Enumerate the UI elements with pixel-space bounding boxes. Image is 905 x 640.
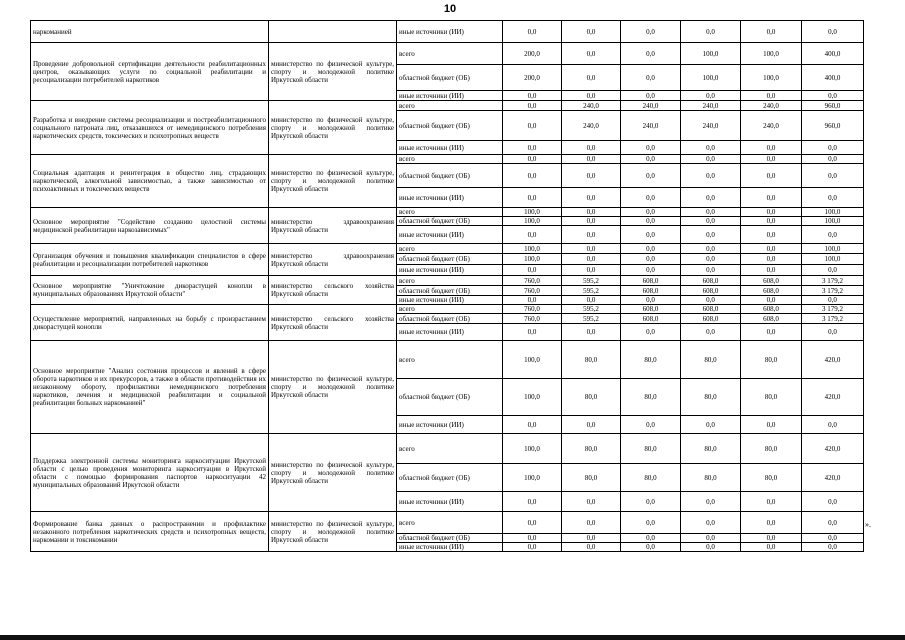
funding-source: иные источники (ИИ) [397,416,503,434]
amount-cell: 0,0 [741,416,802,434]
amount-cell: 0,0 [503,101,562,111]
amount-cell: 0,0 [741,492,802,512]
funding-source: иные источники (ИИ) [397,324,503,341]
amount-cell: 0,0 [681,155,741,164]
amount-cell: 608,0 [621,276,681,286]
amount-cell: 0,0 [621,141,681,155]
amount-cell: 0,0 [562,164,621,188]
amount-cell: 595,2 [562,314,621,324]
total-amount: 3 179,2 [802,314,864,324]
amount-cell: 0,0 [562,244,621,254]
amount-cell: 0,0 [562,512,621,534]
amount-cell: 100,0 [503,217,562,226]
responsible-executor: министерство по физической культуре, спорту и молодежной политике Иркутской области [269,101,397,155]
amount-cell: 80,0 [741,341,802,379]
amount-cell: 0,0 [562,188,621,208]
amount-cell: 80,0 [621,464,681,492]
amount-cell: 100,0 [681,43,741,65]
activity-name: наркоманией [31,21,269,43]
total-amount: 400,0 [802,43,864,65]
funding-source: всего [397,208,503,217]
amount-cell: 0,0 [621,324,681,341]
amount-cell: 0,0 [621,254,681,265]
amount-cell: 80,0 [741,464,802,492]
amount-cell: 0,0 [681,254,741,265]
amount-cell: 0,0 [621,244,681,254]
funding-source: всего [397,276,503,286]
page-number: 10 [443,3,457,15]
amount-cell: 0,0 [621,512,681,534]
amount-cell: 0,0 [681,324,741,341]
amount-cell: 0,0 [562,254,621,265]
amount-cell: 0,0 [681,244,741,254]
funding-source: иные источники (ИИ) [397,492,503,512]
amount-cell: 0,0 [741,208,802,217]
amount-cell: 760,0 [503,276,562,286]
amount-cell: 100,0 [503,244,562,254]
amount-cell: 0,0 [741,155,802,164]
amount-cell: 0,0 [621,208,681,217]
amount-cell: 80,0 [562,379,621,416]
total-amount: 0,0 [802,512,864,534]
responsible-executor: министерство здравоохранения Иркутской области [269,244,397,276]
amount-cell: 608,0 [741,314,802,324]
total-amount: 420,0 [802,464,864,492]
amount-cell: 240,0 [741,111,802,141]
amount-cell: 0,0 [562,21,621,43]
amount-cell: 0,0 [681,296,741,305]
amount-cell: 0,0 [621,492,681,512]
amount-cell: 760,0 [503,286,562,296]
total-amount: 0,0 [802,543,864,552]
total-amount: 3 179,2 [802,286,864,296]
funding-source: областной бюджет (ОБ) [397,217,503,226]
amount-cell: 0,0 [562,226,621,244]
funding-source: областной бюджет (ОБ) [397,111,503,141]
amount-cell: 0,0 [503,141,562,155]
amount-cell: 608,0 [621,286,681,296]
amount-cell: 0,0 [621,226,681,244]
total-amount: 0,0 [802,164,864,188]
funding-row [31,101,864,111]
amount-cell: 0,0 [741,244,802,254]
amount-cell: 0,0 [741,296,802,305]
amount-cell: 0,0 [621,265,681,276]
amount-cell: 0,0 [503,91,562,101]
amount-cell: 240,0 [681,111,741,141]
amount-cell: 0,0 [562,91,621,101]
amount-cell: 0,0 [741,543,802,552]
amount-cell: 100,0 [503,379,562,416]
responsible-executor: министерство по физической культуре, спорту и молодежной политике Иркутской области [269,434,397,512]
amount-cell: 0,0 [681,543,741,552]
amount-cell: 240,0 [562,111,621,141]
amount-cell: 0,0 [741,217,802,226]
amount-cell: 80,0 [562,341,621,379]
amount-cell: 0,0 [741,188,802,208]
amount-cell: 608,0 [681,276,741,286]
amount-cell: 0,0 [503,21,562,43]
activity-name: Осуществление мероприятий, направленных на борьбу с произрастанием дикорастущей конопли [31,305,269,341]
funding-source: всего [397,434,503,464]
funding-row [31,155,864,164]
total-amount: 960,0 [802,101,864,111]
activity-name: Поддержка электронной системы мониторинга наркоситуации Иркутской области с целью проведения мониторинга наркоситуации в Иркутской области с помощью формирования паспортов наркоситуации 42 муниципальных образований Иркутской области [31,434,269,512]
total-amount: 420,0 [802,379,864,416]
closing-quote-mark: ». [865,520,871,529]
amount-cell: 760,0 [503,305,562,314]
amount-cell: 0,0 [503,324,562,341]
amount-cell: 100,0 [681,65,741,91]
amount-cell: 80,0 [681,341,741,379]
amount-cell: 0,0 [503,296,562,305]
activity-name: Социальная адаптация и реинтеграция в общество лиц, страдающих наркотической, алкогольной зависимостью, а также зависимостью от психоактивных и токсических веществ [31,155,269,208]
activity-name: Организация обучения и повышения квалификации специалистов в сфере реабилитации и ресоциализации потребителей наркотиков [31,244,269,276]
amount-cell: 608,0 [621,305,681,314]
amount-cell: 80,0 [562,434,621,464]
amount-cell: 0,0 [621,164,681,188]
responsible-executor: министерство по физической культуре, спорту и молодежной политике Иркутской области [269,341,397,434]
amount-cell: 0,0 [621,188,681,208]
total-amount: 3 179,2 [802,276,864,286]
funding-row [31,341,864,379]
funding-source: иные источники (ИИ) [397,543,503,552]
amount-cell: 200,0 [503,43,562,65]
total-amount: 0,0 [802,21,864,43]
responsible-executor: министерство здравоохранения Иркутской области [269,208,397,244]
amount-cell: 0,0 [562,141,621,155]
amount-cell: 608,0 [741,276,802,286]
amount-cell: 0,0 [681,265,741,276]
amount-cell: 80,0 [621,379,681,416]
amount-cell: 0,0 [503,111,562,141]
funding-source: иные источники (ИИ) [397,265,503,276]
funding-source: иные источники (ИИ) [397,141,503,155]
amount-cell: 608,0 [681,314,741,324]
total-amount: 0,0 [802,324,864,341]
amount-cell: 0,0 [562,543,621,552]
amount-cell: 0,0 [741,91,802,101]
total-amount: 0,0 [802,91,864,101]
funding-source: иные источники (ИИ) [397,21,503,43]
amount-cell: 0,0 [503,534,562,543]
amount-cell: 0,0 [562,43,621,65]
budget-table [30,20,864,552]
amount-cell: 100,0 [503,464,562,492]
total-amount: 0,0 [802,226,864,244]
amount-cell: 80,0 [741,379,802,416]
amount-cell: 0,0 [681,141,741,155]
total-amount: 100,0 [802,217,864,226]
scan-bottom-edge [0,635,905,640]
amount-cell: 0,0 [562,65,621,91]
amount-cell: 80,0 [621,434,681,464]
amount-cell: 0,0 [621,43,681,65]
amount-cell: 0,0 [562,534,621,543]
responsible-executor: министерство по физической культуре, спорту и молодежной политике Иркутской области [269,43,397,101]
amount-cell: 0,0 [503,543,562,552]
total-amount: 100,0 [802,208,864,217]
total-amount: 420,0 [802,434,864,464]
amount-cell: 0,0 [562,416,621,434]
funding-source: иные источники (ИИ) [397,188,503,208]
amount-cell: 0,0 [562,265,621,276]
funding-row [31,512,864,534]
amount-cell: 0,0 [741,254,802,265]
activity-name: Основное мероприятие "Анализ состояния процессов и явлений в сфере оборота наркотиков и их прекурсоров, а также в области противодействия их незаконному обороту, профилактики немедицинского потребления наркотиков, лечения и медицинской реабилитации и социальной реабилитации больных наркоманией" [31,341,269,434]
funding-source: областной бюджет (ОБ) [397,379,503,416]
total-amount: 0,0 [802,416,864,434]
funding-source: иные источники (ИИ) [397,226,503,244]
amount-cell: 608,0 [741,286,802,296]
amount-cell: 0,0 [621,534,681,543]
amount-cell: 0,0 [621,21,681,43]
amount-cell: 0,0 [681,164,741,188]
amount-cell: 0,0 [503,512,562,534]
responsible-executor: министерство по физической культуре, спорту и молодежной политике Иркутской области [269,155,397,208]
amount-cell: 100,0 [741,65,802,91]
amount-cell: 0,0 [562,208,621,217]
amount-cell: 608,0 [621,314,681,324]
amount-cell: 0,0 [681,188,741,208]
amount-cell: 0,0 [741,21,802,43]
activity-name: Разработка и внедрение системы ресоциализации и постреабилитационного социального патроната лиц, отказавшихся от немедицинского потребления наркотических средств, токсических и психотропных веществ [31,101,269,155]
amount-cell: 0,0 [562,324,621,341]
amount-cell: 100,0 [741,43,802,65]
amount-cell: 0,0 [681,91,741,101]
total-amount: 0,0 [802,492,864,512]
funding-source: областной бюджет (ОБ) [397,464,503,492]
amount-cell: 0,0 [741,141,802,155]
amount-cell: 240,0 [621,111,681,141]
funding-row [31,434,864,464]
amount-cell: 0,0 [621,91,681,101]
total-amount: 0,0 [802,141,864,155]
total-amount: 400,0 [802,65,864,91]
amount-cell: 0,0 [503,265,562,276]
amount-cell: 0,0 [503,188,562,208]
amount-cell: 100,0 [503,434,562,464]
amount-cell: 0,0 [741,265,802,276]
amount-cell: 595,2 [562,286,621,296]
total-amount: 100,0 [802,244,864,254]
funding-source: областной бюджет (ОБ) [397,286,503,296]
activity-name: Проведение добровольной сертификации деятельности реабилитационных центров, оказывающих услуги по социальной реабилитации и ресоциализации потребителей наркотиков [31,43,269,101]
funding-source: всего [397,512,503,534]
amount-cell: 0,0 [681,226,741,244]
total-amount: 420,0 [802,341,864,379]
responsible-executor: министерство сельского хозяйства Иркутской области [269,276,397,305]
amount-cell: 0,0 [681,416,741,434]
funding-source: всего [397,341,503,379]
amount-cell: 100,0 [503,208,562,217]
amount-cell: 80,0 [681,379,741,416]
funding-source: областной бюджет (ОБ) [397,65,503,91]
funding-source: областной бюджет (ОБ) [397,254,503,265]
amount-cell: 595,2 [562,276,621,286]
activity-name: Основное мероприятие "Содействие созданию целостной системы медицинской реабилитации наркозависимых" [31,208,269,244]
funding-source: областной бюджет (ОБ) [397,534,503,543]
total-amount: 3 179,2 [802,305,864,314]
amount-cell: 0,0 [681,21,741,43]
total-amount: 0,0 [802,155,864,164]
budget-table-body [31,21,864,552]
amount-cell: 0,0 [681,208,741,217]
amount-cell: 80,0 [681,434,741,464]
amount-cell: 608,0 [681,286,741,296]
funding-source: всего [397,43,503,65]
funding-row [31,43,864,65]
amount-cell: 0,0 [741,534,802,543]
amount-cell: 100,0 [503,341,562,379]
responsible-executor: министерство по физической культуре, спорту и молодежной политике Иркутской области [269,512,397,552]
amount-cell: 80,0 [681,464,741,492]
amount-cell: 0,0 [681,512,741,534]
total-amount: 100,0 [802,254,864,265]
total-amount: 0,0 [802,534,864,543]
funding-source: иные источники (ИИ) [397,296,503,305]
amount-cell: 595,2 [562,305,621,314]
amount-cell: 0,0 [562,217,621,226]
amount-cell: 760,0 [503,314,562,324]
amount-cell: 80,0 [741,434,802,464]
funding-row [31,21,864,43]
amount-cell: 0,0 [503,164,562,188]
amount-cell: 0,0 [562,296,621,305]
amount-cell: 100,0 [503,254,562,265]
amount-cell: 240,0 [621,101,681,111]
funding-source: областной бюджет (ОБ) [397,314,503,324]
amount-cell: 0,0 [562,492,621,512]
activity-name: Основное мероприятие "Уничтожение дикорастущей конопли в муниципальных образованиях Иркутской области" [31,276,269,305]
amount-cell: 0,0 [621,217,681,226]
amount-cell: 0,0 [681,217,741,226]
amount-cell: 608,0 [741,305,802,314]
amount-cell: 608,0 [681,305,741,314]
amount-cell: 0,0 [503,155,562,164]
total-amount: 0,0 [802,188,864,208]
funding-source: всего [397,155,503,164]
funding-source: иные источники (ИИ) [397,91,503,101]
amount-cell: 0,0 [503,492,562,512]
total-amount: 0,0 [802,296,864,305]
funding-source: всего [397,101,503,111]
amount-cell: 80,0 [562,464,621,492]
amount-cell: 0,0 [681,492,741,512]
amount-cell: 240,0 [741,101,802,111]
funding-source: всего [397,305,503,314]
funding-row [31,244,864,254]
funding-row [31,208,864,217]
amount-cell: 0,0 [621,296,681,305]
amount-cell: 0,0 [621,65,681,91]
funding-row [31,276,864,286]
amount-cell: 0,0 [741,226,802,244]
amount-cell: 0,0 [621,416,681,434]
total-amount: 0,0 [802,265,864,276]
amount-cell: 0,0 [621,155,681,164]
amount-cell: 240,0 [562,101,621,111]
funding-source: областной бюджет (ОБ) [397,164,503,188]
responsible-executor: министерство сельского хозяйства Иркутской области [269,305,397,341]
amount-cell: 0,0 [681,534,741,543]
amount-cell: 0,0 [741,164,802,188]
activity-name: Формирование банка данных о распространении и профилактике незаконного потребления наркотических средств и психотропных веществ, наркомании и токсикомании [31,512,269,552]
amount-cell: 240,0 [681,101,741,111]
amount-cell: 0,0 [741,324,802,341]
amount-cell: 0,0 [562,155,621,164]
amount-cell: 80,0 [621,341,681,379]
amount-cell: 0,0 [503,416,562,434]
funding-source: всего [397,244,503,254]
amount-cell: 0,0 [503,226,562,244]
amount-cell: 200,0 [503,65,562,91]
total-amount: 960,0 [802,111,864,141]
amount-cell: 0,0 [621,543,681,552]
responsible-executor [269,21,397,43]
amount-cell: 0,0 [741,512,802,534]
funding-row [31,305,864,314]
